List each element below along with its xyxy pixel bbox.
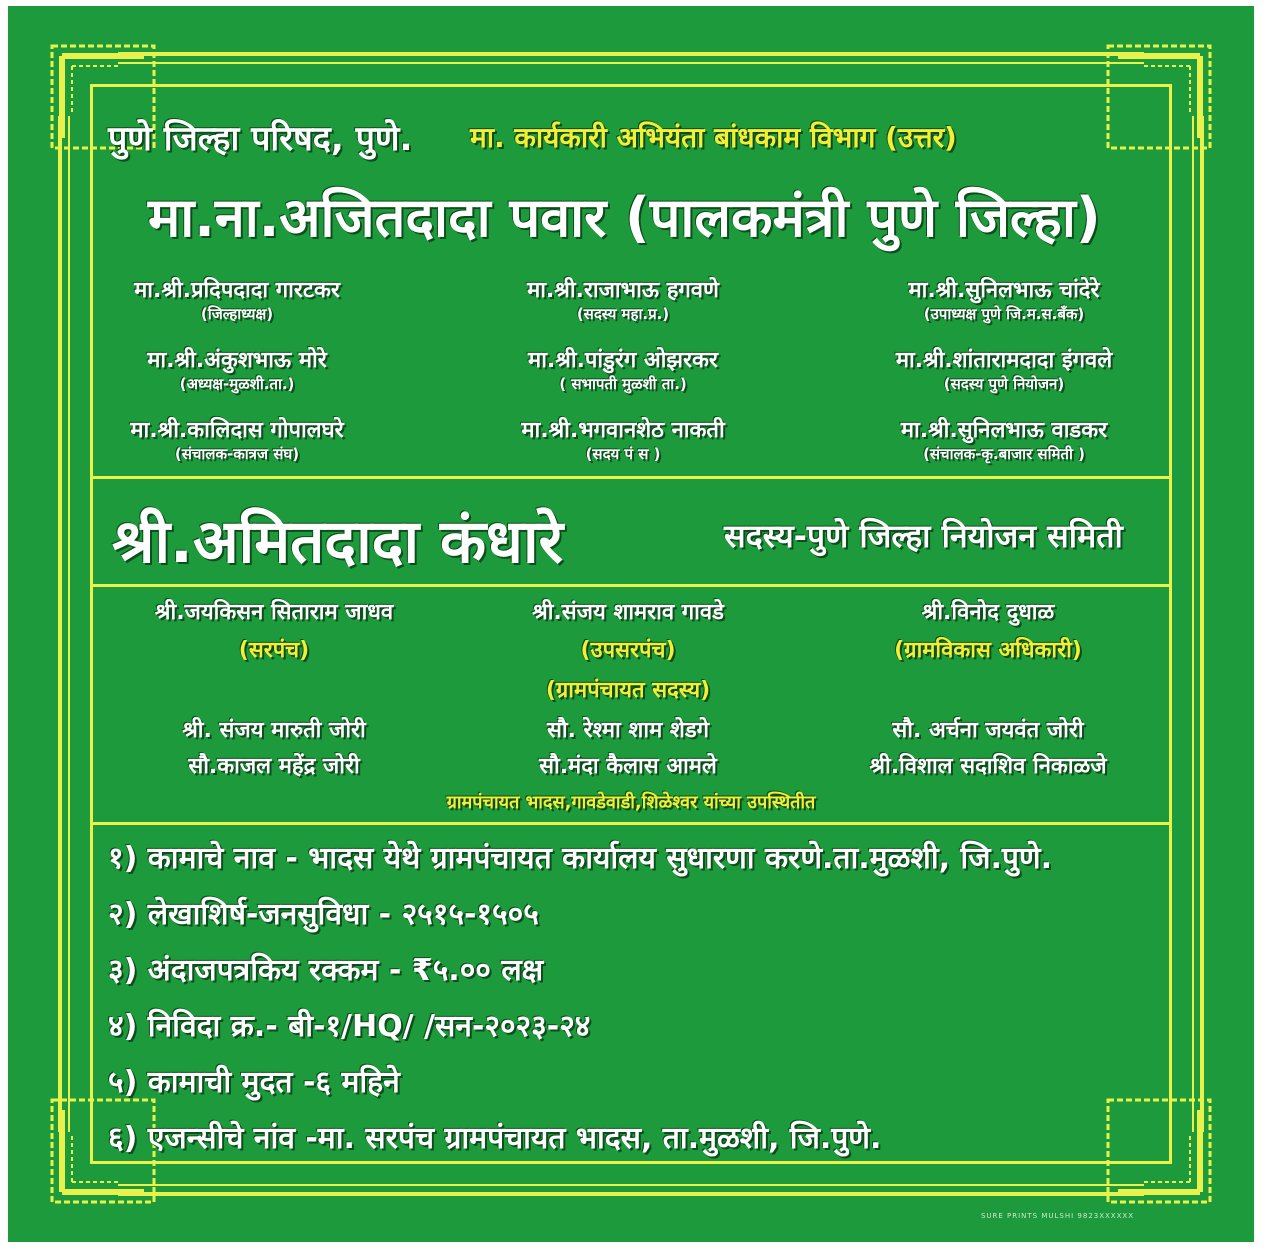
dignitary-4	[92, 344, 382, 394]
dignitary-role: (सदय पं स )	[585, 445, 661, 463]
work-detail-3: ३) अंदाजपत्रकिय रक्कम - ₹५.०० लक्ष	[108, 953, 544, 988]
member-6: श्री.विशाल सदाशिव निकाळजे	[869, 754, 1107, 779]
frame-bottom-inner	[118, 1184, 1144, 1186]
content-border-top	[90, 84, 1172, 87]
member-4: सौ.काजल महेंद्र जोरी	[188, 754, 360, 779]
printer-tag: SURE PRINTS MULSHI 9823XXXXXX	[980, 1212, 1134, 1220]
official-name: श्री.संजय शामराव गावडे	[532, 600, 724, 625]
highlight-role: सदस्य-पुणे जिल्हा नियोजन समिती	[724, 517, 1123, 555]
frame-top-outer	[118, 52, 1144, 56]
dignitary-name: मा.श्री.शांतारामदादा इंगवले	[895, 348, 1113, 373]
dignitary-8	[478, 414, 768, 464]
dignitary-role: ( सभापती मुळशी ता.)	[559, 375, 687, 393]
work-detail-4: ४) निविदा क्र.- बी-१/HQ/ /सन-२०२३-२४	[108, 1009, 591, 1044]
official-upsarpanch	[458, 596, 798, 664]
official-gramsevak	[818, 596, 1158, 664]
divider-3	[90, 822, 1172, 825]
dignitary-role: (अध्यक्ष-मुळशी.ता.)	[179, 375, 295, 393]
official-name: श्री.जयकिसन सिताराम जाधव	[154, 600, 394, 625]
corner-ornament-bottom-right	[1104, 1096, 1214, 1206]
work-detail-2: २) लेखाशिर्ष-जनसुविधा - २५१५-१५०५	[108, 897, 539, 932]
dignitary-name: मा.श्री.अंकुशभाऊ मोरे	[147, 348, 327, 373]
content-border-bottom	[90, 1161, 1172, 1164]
frame-right-inner	[1192, 116, 1194, 1132]
dignitary-name: मा.श्री.पांडुरंग ओझरकर	[528, 348, 718, 373]
dignitary-role: (सदस्य पुणे नियोजन)	[943, 375, 1065, 393]
frame-top-inner	[118, 62, 1144, 64]
member-5: सौ.मंदा कैलास आमले	[539, 754, 717, 779]
department-title: मा. कार्यकारी अभियंता बांधकाम विभाग (उत्तर)	[470, 121, 957, 154]
work-detail-5: ५) कामाची मुदत -६ महिने	[108, 1065, 400, 1100]
official-role: (ग्रामविकास अधिकारी)	[894, 638, 1082, 663]
official-role: (सरपंच)	[238, 638, 310, 663]
members-heading: (ग्रामपंचायत सदस्य)	[545, 678, 711, 703]
frame-left-outer	[58, 116, 62, 1132]
work-detail-1: १) कामाचे नाव - भादस येथे ग्रामपंचायत कार्यालय सुधारणा करणे.ता.मुळशी, जि.पुणे.	[108, 841, 1052, 876]
frame-right-outer	[1200, 116, 1204, 1132]
frame-left-inner	[68, 116, 70, 1132]
banner-board	[8, 6, 1254, 1242]
dignitary-3	[854, 274, 1154, 324]
dignitary-6	[854, 344, 1154, 394]
dignitary-role: (संचालक-कृ.बाजार समिती )	[923, 445, 1085, 463]
dignitary-2	[478, 274, 768, 324]
dignitary-role: (जिल्हाध्यक्ष)	[200, 305, 274, 323]
member-3: सौ. अर्चना जयवंत जोरी	[892, 718, 1084, 743]
dignitary-name: मा.श्री.कालिदास गोपालघरे	[130, 418, 344, 443]
frame-bottom-outer	[118, 1192, 1144, 1196]
content-border-left	[90, 84, 93, 1164]
work-detail-6: ६) एजन्सीचे नांव -मा. सरपंच ग्रामपंचायत भादस, ता.मुळशी, जि.पुणे.	[108, 1121, 882, 1156]
official-name: श्री.विनोद दुधाळ	[921, 600, 1055, 625]
highlight-name: श्री.अमितदादा कंधारे	[112, 507, 564, 577]
dignitary-name: मा.श्री.राजाभाऊ हगवणे	[527, 278, 719, 303]
dignitary-name: मा.श्री.सुनिलभाऊ चांदेरे	[908, 278, 1100, 303]
member-2: सौ. रेश्मा शाम शेडगे	[546, 718, 710, 743]
dignitary-role: (संचालक-कात्रज संघ)	[174, 445, 300, 463]
dignitary-name: मा.श्री.भगवानशेठ नाकती	[521, 418, 725, 443]
zp-title: पुणे जिल्हा परिषद, पुणे.	[108, 119, 413, 159]
dignitary-name: मा.श्री.प्रदिपदादा गारटकर	[134, 278, 340, 303]
dignitary-name: मा.श्री.सुनिलभाऊ वाडकर	[900, 418, 1108, 443]
dignitary-7	[92, 414, 382, 464]
dignitary-role: (उपाध्यक्ष पुणे जि.म.स.बँक)	[923, 305, 1085, 323]
presence-line: ग्रामपंचायत भादस,गावडेवाडी,शिळेश्वर यांच्या उपस्थितीत	[446, 792, 816, 813]
content-border-right	[1169, 84, 1172, 1164]
official-sarpanch	[104, 596, 444, 664]
corner-ornament-top-right	[1104, 42, 1214, 152]
divider-1	[90, 476, 1172, 479]
dignitary-1	[92, 274, 382, 324]
member-1: श्री. संजय मारुती जोरी	[182, 718, 366, 743]
dignitary-9	[854, 414, 1154, 464]
dignitary-role: (सदस्य महा.प्र.)	[576, 305, 670, 323]
divider-2	[90, 584, 1172, 587]
guardian-minister: मा.ना.अजितदादा पवार (पालकमंत्री पुणे जिल्हा)	[148, 186, 1101, 249]
dignitary-5	[478, 344, 768, 394]
official-role: (उपसरपंच)	[580, 638, 676, 663]
